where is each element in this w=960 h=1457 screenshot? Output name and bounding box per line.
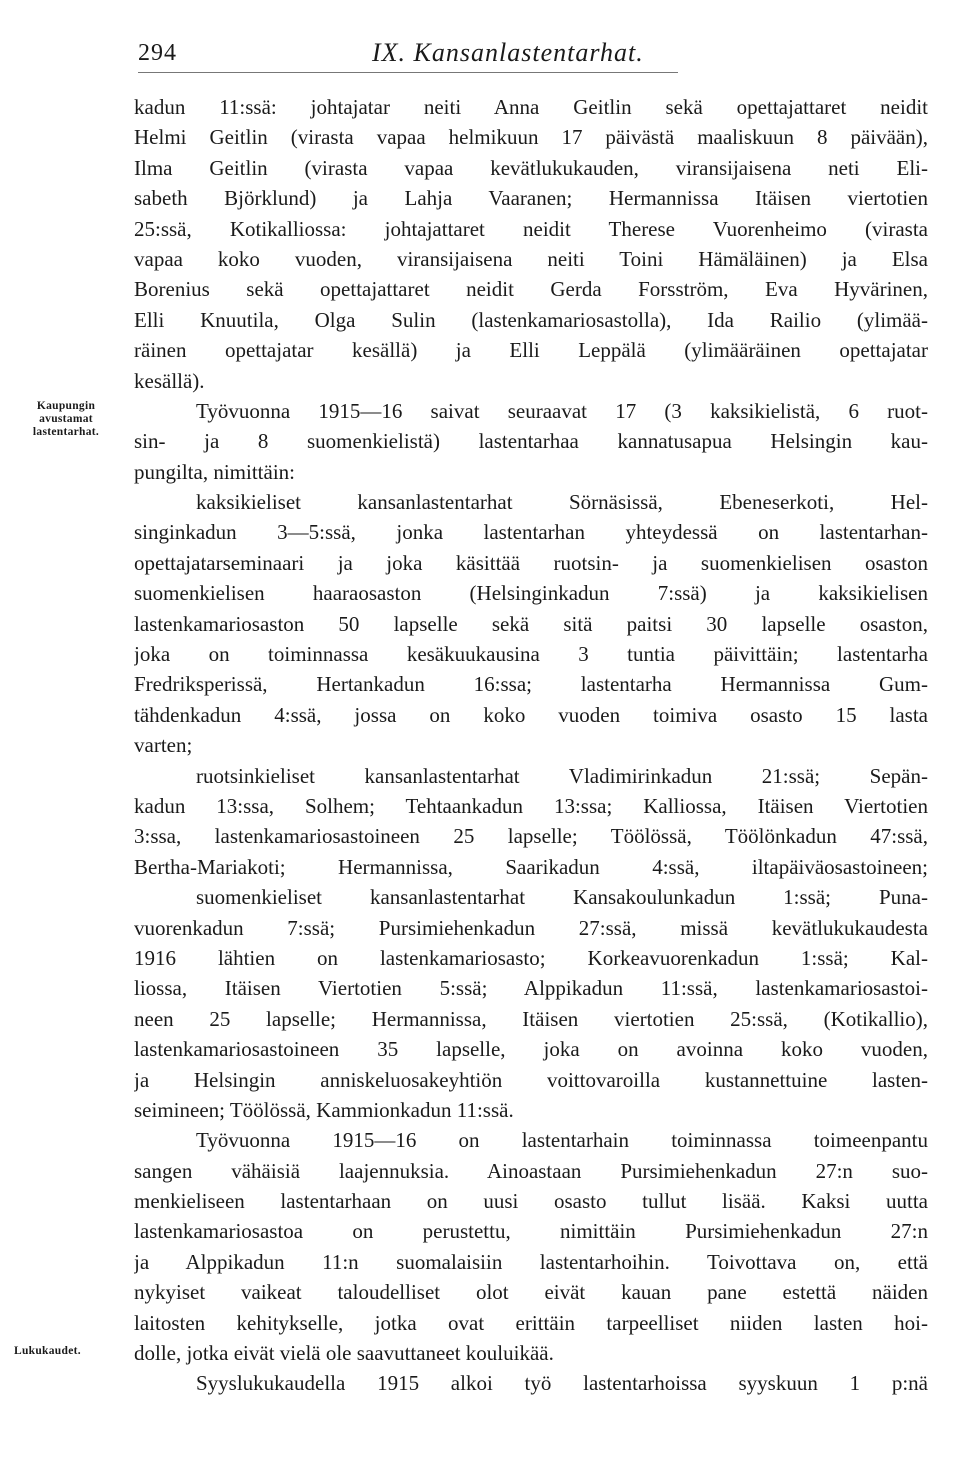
text-line: seimineen; Töölössä, Kammionkadun 11:ssä. bbox=[134, 1097, 514, 1122]
text-line: Borenius sekä opettajattaret neidit Gerda Forsström, Eva Hyvärinen, bbox=[134, 277, 928, 302]
text-line: Työvuonna 1915—16 saivat seuraavat 17 (3 kaksikielistä, 6 ruot- bbox=[196, 398, 928, 423]
header-rule bbox=[138, 72, 678, 73]
text-line: 3:ssa, lastenkamariosastoineen 25 lapselle; Töölössä, Töölönkadun 47:ssä, bbox=[134, 824, 928, 849]
text-line: singinkadun 3—5:ssä, jonka lastentarhan yhteydessä on lastentarhan- bbox=[134, 520, 928, 545]
page-number: 294 bbox=[138, 40, 177, 66]
text-line: kadun 11:ssä: johtajatar neiti Anna Geitlin sekä opettajattaret neidit bbox=[134, 95, 928, 119]
text-line: pungilta, nimittäin: bbox=[134, 459, 295, 484]
text-line: Bertha-Mariakoti; Hermannissa, Saarikadun 4:ssä, iltapäiväosastoineen; bbox=[134, 854, 928, 879]
text-line: lastenkamariosaston 50 lapselle sekä sitä paitsi 30 lapselle osaston, bbox=[134, 611, 928, 636]
text-line: joka on toiminnassa kesäkuukausina 3 tuntia päivittäin; lastentarha bbox=[134, 642, 928, 667]
text-line: Helmi Geitlin (virasta vapaa helmikuun 17 päivästä maaliskuun 8 päivään), bbox=[134, 125, 928, 150]
text-line: dolle, jotka eivät vielä ole saavuttaneet kouluikää. bbox=[134, 1341, 554, 1366]
text-line: menkieliseen lastentarhaan on uusi osasto tullut lisää. Kaksi uutta bbox=[134, 1189, 928, 1214]
text-line: ja Alppikadun 11:n suomalaisiin lastentarhoihin. Toivottava on, että bbox=[134, 1249, 928, 1274]
text-line: Ilma Geitlin (virasta vapaa kevätlukukauden, viransijaisena neti Eli- bbox=[134, 155, 928, 180]
text-line: suomenkielisen haaraosaston (Helsinginkadun 7:ssä) ja kaksikielisen bbox=[134, 581, 928, 606]
text-line: kaksikieliset kansanlastentarhat Sörnäsissä, Ebeneserkoti, Hel- bbox=[196, 490, 928, 515]
running-title: IX. Kansanlastentarhat. bbox=[372, 38, 644, 67]
margin-note-terms: Lukukaudet. bbox=[14, 1345, 81, 1357]
page-header bbox=[138, 34, 928, 74]
body-text bbox=[134, 92, 928, 1399]
text-line: lastenkamariosastoineen 35 lapselle, joka on avoinna koko vuoden, bbox=[134, 1037, 928, 1062]
text-line: kesällä). bbox=[134, 368, 205, 393]
text-line: laitosten kehitykselle, jotka ovat erittäin tarpeelliset niiden lasten hoi- bbox=[134, 1310, 928, 1335]
text-line: varten; bbox=[134, 733, 193, 758]
text-line: Työvuonna 1915—16 on lastentarhain toiminnassa toimeenpantu bbox=[196, 1128, 928, 1153]
text-line: Fredriksperissä, Hertankadun 16:ssa; lastentarha Hermannissa Gum- bbox=[134, 672, 928, 697]
text-line: sabeth Björklund) ja Lahja Vaaranen; Hermannissa Itäisen viertotien bbox=[134, 186, 928, 211]
text-line: suomenkieliset kansanlastentarhat Kansakoulunkadun 1:ssä; Puna- bbox=[196, 885, 928, 910]
text-line: tähdenkadun 4:ssä, jossa on koko vuoden toimiva osasto 15 lasta bbox=[134, 702, 928, 727]
text-line: liossa, Itäisen Viertotien 5:ssä; Alppikadun 11:ssä, lastenkamariosastoi- bbox=[134, 976, 928, 1001]
margin-note-subsidized-kindergartens: Kaupungin avustamat lastentarhat. bbox=[32, 400, 100, 438]
text-line: 1916 lähtien on lastenkamariosasto; Korkeavuorenkadun 1:ssä; Kal- bbox=[134, 945, 928, 970]
text-line: sangen vähäisiä laajennuksia. Ainoastaan Pursimiehenkadun 27:n suo- bbox=[134, 1158, 928, 1183]
text-line: vapaa koko vuoden, viransijaisena neiti Toini Hämäläinen) ja Elsa bbox=[134, 246, 928, 271]
text-line: vuorenkadun 7:ssä; Pursimiehenkadun 27:ssä, missä kevätlukukaudesta bbox=[134, 915, 928, 940]
text-line: lastenkamariosastoa on perustettu, nimittäin Pursimiehenkadun 27:n bbox=[134, 1219, 928, 1244]
text-line: räinen opettajatar kesällä) ja Elli Leppälä (ylimääräinen opettajatar bbox=[134, 338, 928, 363]
text-line: Elli Knuutila, Olga Sulin (lastenkamariosastolla), Ida Railio (ylimää- bbox=[134, 307, 928, 332]
text-line: ja Helsingin anniskeluosakeyhtiön voittovaroilla kustannettuine lasten- bbox=[134, 1067, 928, 1092]
text-line: neen 25 lapselle; Hermannissa, Itäisen viertotien 25:ssä, (Kotikallio), bbox=[134, 1006, 928, 1031]
text-line: kadun 13:ssa, Solhem; Tehtaankadun 13:ssa; Kalliossa, Itäisen Viertotien bbox=[134, 793, 928, 818]
text-line: nykyiset vaikeat taloudelliset olot eivät kauan pane estettä näiden bbox=[134, 1280, 928, 1305]
text-line: ruotsinkieliset kansanlastentarhat Vladimirinkadun 21:ssä; Sepän- bbox=[196, 763, 928, 788]
text-line: opettajatarseminaari ja joka käsittää ruotsin- ja suomenkielisen osaston bbox=[134, 550, 928, 575]
text-line: 25:ssä, Kotikalliossa: johtajattaret neidit Therese Vuorenheimo (virasta bbox=[134, 216, 928, 241]
text-line: Syyslukukaudella 1915 alkoi työ lastentarhoissa syyskuun 1 p:nä bbox=[196, 1371, 928, 1396]
text-line: sin- ja 8 suomenkielistä) lastentarhaa kannatusapua Helsingin kau- bbox=[134, 429, 928, 454]
